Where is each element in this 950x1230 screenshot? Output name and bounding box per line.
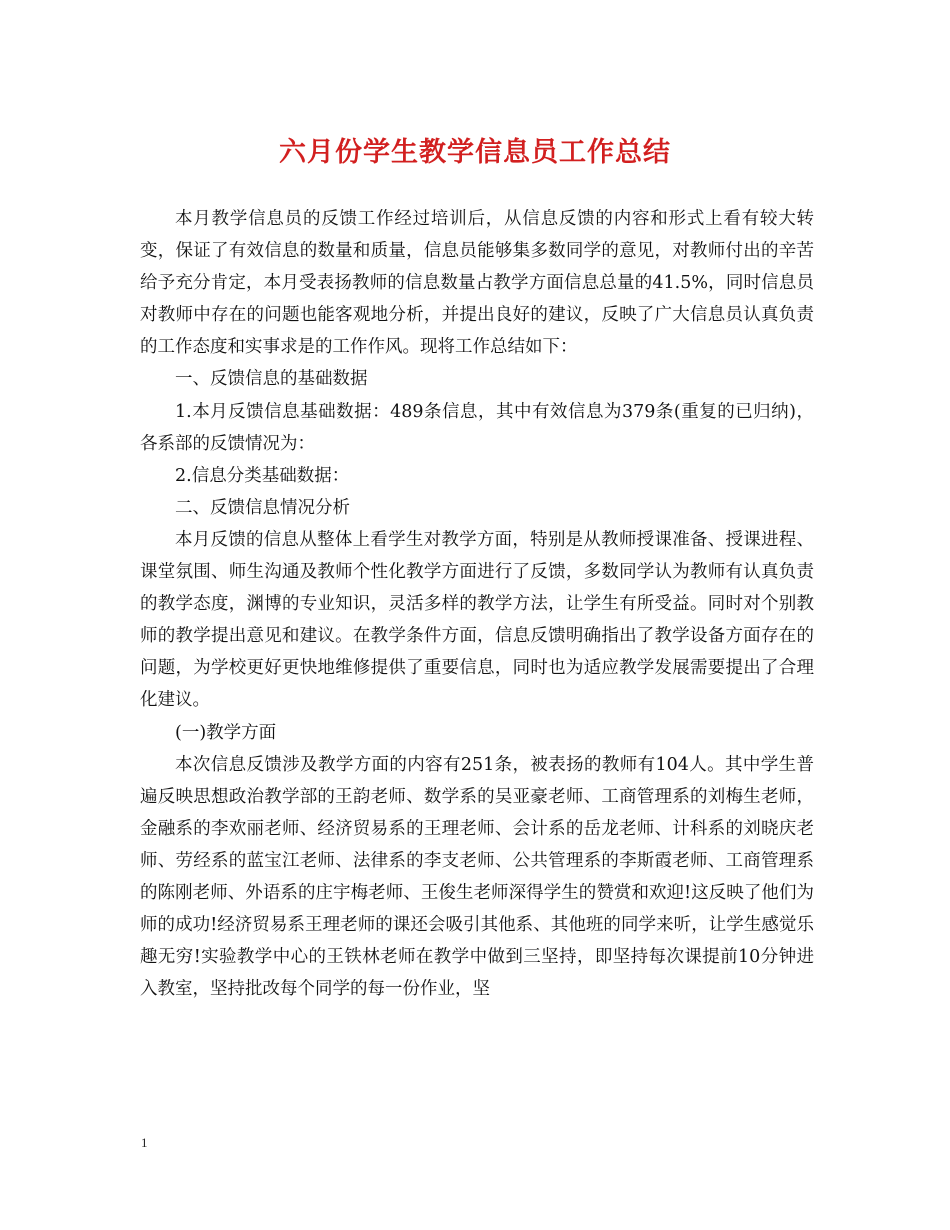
page-number: 1 <box>141 1135 148 1150</box>
document-title: 六月份学生教学信息员工作总结 <box>279 137 671 168</box>
subsection-heading-teaching: (一)教学方面 <box>175 722 277 743</box>
paragraph-basic-data: 1.本月反馈信息基础数据：489条信息，其中有效信息为379条(重复的已归纳)，各系部的反馈情况为： <box>140 401 814 454</box>
paragraph-intro: 本月教学信息员的反馈工作经过培训后，从信息反馈的内容和形式上看有较大转变，保证了有效信息的数量和质量，信息员能够集多数同学的意见，对教师付出的辛苦给予充分肯定，本月受表扬教师的信息数量占教学方面信息总量的41.5%，同时信息员对教师中存在的问题也能客观地分析，并提出良好的建议，反映了广大信息员认真负责的工作态度和实事求是的工作作风。现将工作总结如下： <box>140 209 814 358</box>
paragraph-analysis: 本月反馈的信息从整体上看学生对教学方面，特别是从教师授课准备、授课进程、课堂氛围、师生沟通及教师个性化教学方面进行了反馈，多数同学认为教师有认真负责的教学态度，渊博的专业知识，灵活多样的教学方法，让学生有所受益。同时对个别教师的教学提出意见和建议。在教学条件方面，信息反馈明确指出了教学设备方面存在的问题，为学校更好更快地维修提供了重要信息，同时也为适应教学发展需要提出了合理化建议。 <box>140 529 814 711</box>
section-heading-2: 二、反馈信息情况分析 <box>175 497 350 518</box>
paragraph-teaching: 本次信息反馈涉及教学方面的内容有251条，被表扬的教师有104人。其中学生普遍反映思想政治教学部的王韵老师、数学系的吴亚豪老师、工商管理系的刘梅生老师，金融系的李欢丽老师、经济贸易系的王理老师、会计系的岳龙老师、计科系的刘晓庆老师、劳经系的蓝宝江老师、法律系的李支老师、公共管理系的李斯霞老师、工商管理系的陈刚老师、外语系的庄宇梅老师、王俊生老师深得学生的赞赏和欢迎!这反映了他们为师的成功!经济贸易系王理老师的课还会吸引其他系、其他班的同学来听，让学生感觉乐趣无穷!实验教学中心的王铁林老师在教学中做到三坚持，即坚持每次课提前10分钟进入教室，坚持批改每个同学的每一份作业，坚 <box>140 754 814 1000</box>
section-heading-1: 一、反馈信息的基础数据 <box>175 369 368 390</box>
paragraph-classification: 2.信息分类基础数据： <box>175 465 350 486</box>
document-body <box>140 203 814 1005</box>
